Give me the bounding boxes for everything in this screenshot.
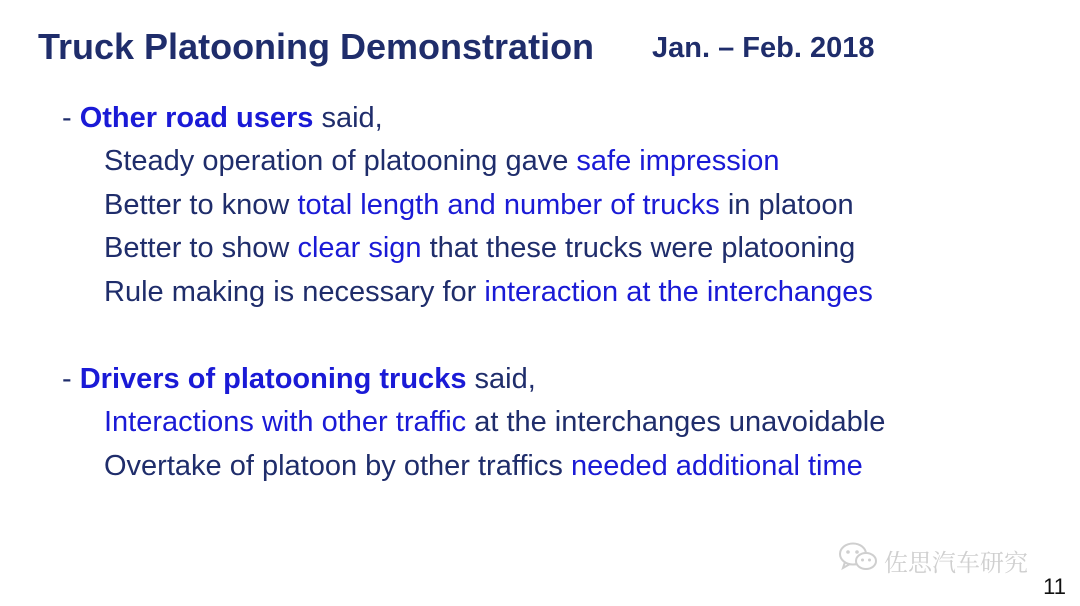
line-text: Steady operation of platooning gave <box>104 145 577 177</box>
line-text: Overtake of platoon by other traffics <box>104 450 571 482</box>
section-1-heading <box>62 100 383 136</box>
section-1-line-2 <box>104 187 854 223</box>
watermark-text: 佐思汽车研究 <box>884 548 1028 577</box>
line-text: Better to show <box>104 232 298 264</box>
bullet-dash: - <box>62 102 80 134</box>
section-2-line-1 <box>104 404 885 440</box>
line-text: in platoon <box>719 189 854 221</box>
wechat-icon <box>838 541 878 579</box>
slide-title: Truck Platooning Demonstration <box>38 26 595 67</box>
line-text: Better to know <box>104 189 298 221</box>
section-2-rest: said, <box>466 363 536 395</box>
line-highlight: clear sign <box>297 232 422 264</box>
line-text: at the interchanges unavoidable <box>466 406 886 438</box>
line-highlight: interaction at the interchanges <box>484 276 873 308</box>
bullet-dash: - <box>62 363 80 395</box>
section-1-line-3 <box>104 230 855 266</box>
line-highlight: needed additional time <box>570 450 863 482</box>
section-2-heading <box>62 361 536 397</box>
line-highlight: Interactions with other traffic <box>104 406 467 438</box>
slide-date: Jan. – Feb. 2018 <box>652 32 875 64</box>
line-text: that these trucks were platooning <box>421 232 856 264</box>
section-2-line-2 <box>104 448 863 484</box>
line-highlight: total length and number of trucks <box>297 189 720 221</box>
section-1-rest: said, <box>313 102 383 134</box>
section-1-highlight: Other road users <box>79 102 314 134</box>
section-1-line-1 <box>104 143 780 179</box>
watermark <box>838 541 1028 579</box>
section-2-highlight: Drivers of platooning trucks <box>79 363 467 395</box>
line-highlight: safe impression <box>576 145 780 177</box>
line-text: Rule making is necessary for <box>104 276 485 308</box>
section-1-line-4 <box>104 274 873 310</box>
page-number: 11 <box>1043 574 1066 599</box>
